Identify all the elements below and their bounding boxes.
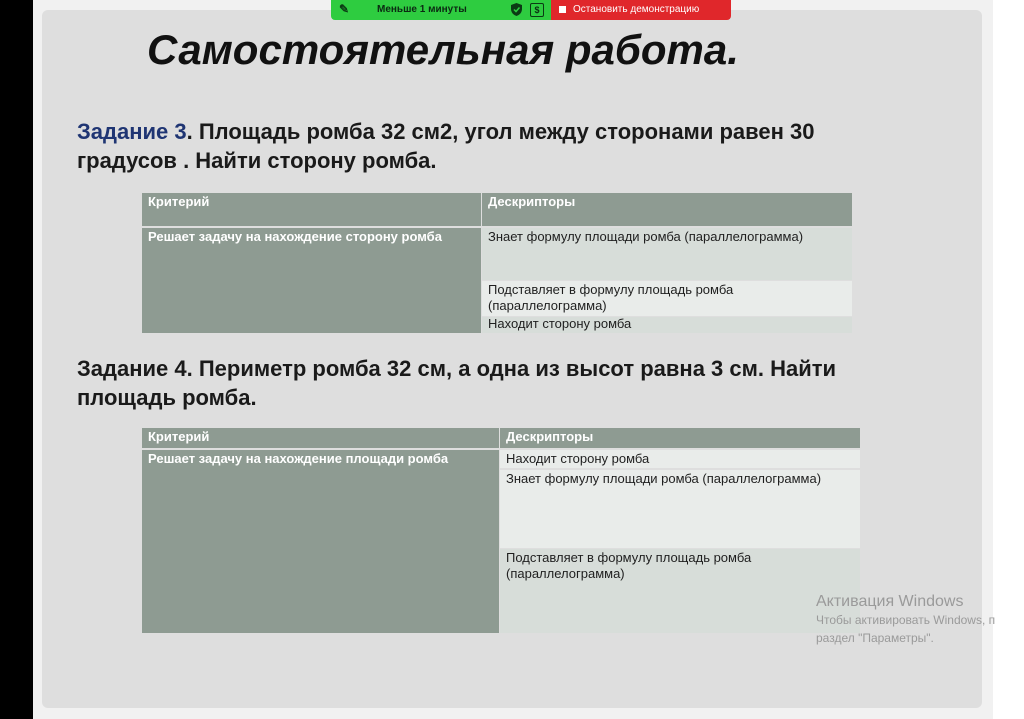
task-3-text: . Площадь ромба 32 см2, угол между сторонами равен 30 градусов . Найти сторону ромба. bbox=[77, 119, 815, 173]
table4-descriptor-3: Подставляет в формулу площадь ромба (параллелограмма) bbox=[500, 549, 860, 633]
watermark-line-2: раздел "Параметры". bbox=[816, 631, 934, 645]
watermark-title: Активация Windows bbox=[816, 593, 964, 610]
right-strip bbox=[993, 0, 1024, 719]
table4-descriptor-2: Знает формулу площади ромба (параллелограмма) bbox=[500, 470, 860, 548]
task-3 bbox=[77, 117, 857, 175]
task-4: Задание 4. Периметр ромба 32 см, а одна из высот равна 3 см. Найти площадь ромба. bbox=[77, 356, 837, 410]
watermark-line-1: Чтобы активировать Windows, п bbox=[816, 613, 996, 627]
table4-descriptor-1: Находит сторону ромба bbox=[500, 450, 860, 468]
stop-sharing-button[interactable] bbox=[551, 0, 731, 20]
share-status-panel[interactable] bbox=[331, 0, 551, 20]
pen-icon[interactable]: ✎ bbox=[339, 2, 350, 16]
rubric-table-3 bbox=[142, 193, 852, 333]
table3-descriptor-1: Знает формулу площади ромба (параллелограмма) bbox=[482, 228, 852, 280]
table3-header-criterion: Критерий bbox=[142, 193, 481, 226]
table3-descriptor-2: Подставляет в формулу площадь ромба (параллелограмма) bbox=[482, 281, 852, 316]
table4-criterion: Решает задачу на нахождение площади ромба bbox=[142, 450, 499, 633]
share-timer: Меньше 1 минуты bbox=[377, 4, 467, 15]
rubric-table-4 bbox=[142, 428, 860, 633]
slide-title: Самостоятельная работа. bbox=[147, 26, 739, 73]
windows-activation-watermark bbox=[816, 593, 995, 647]
table4-header-criterion: Критерий bbox=[142, 428, 499, 448]
dollar-icon[interactable]: $ bbox=[530, 3, 544, 17]
table4-header-descriptors: Дескрипторы bbox=[500, 428, 860, 448]
table3-header-descriptors: Дескрипторы bbox=[482, 193, 852, 226]
table3-criterion: Решает задачу на нахождение сторону ромба bbox=[142, 228, 481, 333]
stop-icon bbox=[559, 6, 566, 13]
table3-descriptor-3: Находит сторону ромба bbox=[482, 317, 852, 333]
task-3-number: Задание 3 bbox=[77, 119, 187, 144]
stop-sharing-label: Остановить демонстрацию bbox=[573, 4, 700, 15]
shield-icon[interactable] bbox=[511, 3, 522, 19]
screen-share-bar bbox=[331, 0, 731, 20]
